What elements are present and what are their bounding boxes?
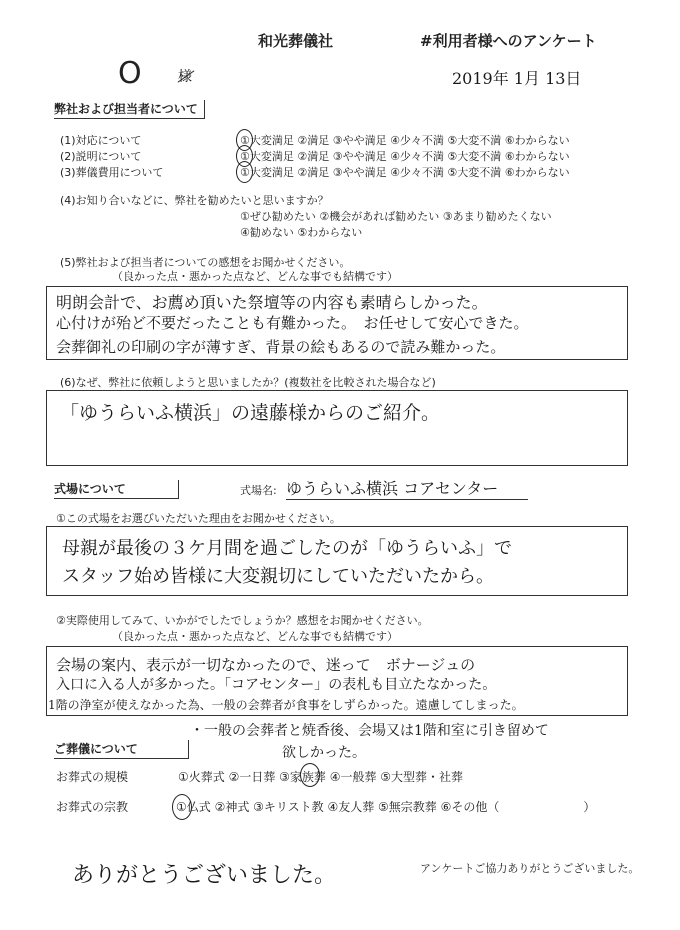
section1-title: 弊社および担当者について bbox=[54, 100, 205, 119]
q5-answer-line3: 会葬御礼の印刷の字が薄すぎ、背景の絵もあるので読み難かった。 bbox=[56, 338, 506, 356]
venue-name[interactable]: ゆうらいふ横浜 コアセンター bbox=[286, 476, 528, 500]
company-name: 和光葬儀社 bbox=[258, 32, 334, 50]
q6-label: (6)なぜ、弊社に依頼しようと思いましたか？(複数社を比較された場合など) bbox=[60, 376, 436, 389]
section3-title: ご葬儀について bbox=[54, 740, 189, 759]
s2-q2-answer-line4: ・一般の会葬者と焼香後、会場又は1階和室に引き留めて bbox=[190, 723, 549, 739]
form-title-text: 利用者様へのアンケート bbox=[432, 32, 597, 50]
q5-answer-line1: 明朗会計で、お薦め頂いた祭壇等の内容も素晴らしかった。 bbox=[56, 293, 488, 312]
q1-label: (1)対応について bbox=[60, 134, 142, 147]
s2-q2-answer-line3: 1階の浄室が使えなかった為、一般の会葬者が食事をしずらかった。遠慮してしまった。 bbox=[48, 698, 524, 712]
q3-options[interactable]: ①大変満足 ②満足 ③やや満足 ④少々不満 ⑤大変不満 ⑥わからない bbox=[240, 166, 570, 179]
q4-options-line1[interactable]: ①ぜひ勧めたい ②機会があれば勧めたい ③あまり勧めたくない bbox=[240, 210, 552, 223]
q2-label: (2)説明について bbox=[60, 150, 142, 163]
s2-q1-label: ①この式場をお選びいただいた理由をお聞かせください。 bbox=[56, 512, 341, 525]
religion-label: お葬式の宗教 bbox=[56, 800, 129, 814]
form-title-struck-prefix: # bbox=[420, 32, 433, 50]
q4-options-line2[interactable]: ④勧めない ⑤わからない bbox=[240, 226, 363, 239]
venue-label: 式場名: bbox=[240, 484, 277, 497]
q3-selected-circle bbox=[236, 161, 253, 183]
s2-q2-answer-line1: 会場の案内、表示が一切なかったので、迷って ボナージュの bbox=[56, 656, 476, 674]
honorific: 様 bbox=[178, 69, 192, 85]
date: 2019年 1月 13日 bbox=[452, 69, 582, 88]
q2-options[interactable]: ①大変満足 ②満足 ③やや満足 ④少々不満 ⑤大変不満 ⑥わからない bbox=[240, 150, 570, 163]
section2-title: 式場について bbox=[54, 480, 179, 499]
form-title bbox=[420, 30, 597, 51]
scale-options[interactable]: ①火葬式 ②一日葬 ③家族葬 ④一般葬 ⑤大型葬・社葬 bbox=[178, 770, 464, 784]
s2-q1-answer-line2: スタッフ始め皆様に大変親切にしていただいたから。 bbox=[62, 566, 494, 587]
s2-q2-answer-line5: 欲しかった。 bbox=[282, 745, 366, 761]
handwritten-thanks: ありがとうございました。 bbox=[72, 863, 337, 888]
q1-options[interactable]: ①大変満足 ②満足 ③やや満足 ④少々不満 ⑤大変不満 ⑥わからない bbox=[240, 134, 570, 147]
s2-q1-answer-line1: 母親が最後の３ケ月間を過ごしたのが「ゆうらいふ」で bbox=[62, 538, 512, 559]
q4-label: (4)お知り合いなどに、弊社を勧めたいと思いますか？ bbox=[60, 194, 329, 207]
q3-label: (3)葬儀費用について bbox=[60, 166, 164, 179]
customer-name: O bbox=[118, 56, 142, 91]
q5-sub: （良かった点・悪かった点など、どんな事でも結構です） bbox=[112, 270, 398, 283]
s2-q2-label: ②実際使用してみて、いかがでしたでしょうか？感想をお聞かせください。 bbox=[56, 614, 429, 627]
q5-answer-line2: 心付けが殆ど不要だったことも有難かった。 お任せして安心できた。 bbox=[56, 314, 529, 332]
scale-selected-circle bbox=[300, 763, 320, 787]
q6-answer: 「ゆうらいふ横浜」の遠藤様からのご紹介。 bbox=[60, 402, 441, 424]
religion-options[interactable]: ①仏式 ②神式 ③キリスト教 ④友人葬 ⑤無宗教葬 ⑥その他（ ） bbox=[176, 800, 596, 814]
q5-label: (5)弊社および担当者についての感想をお聞かせください。 bbox=[60, 256, 351, 269]
s2-q2-sub: （良かった点・悪かった点など、どんな事でも結構です） bbox=[112, 630, 398, 643]
s2-q2-answer-line2: 入口に入る人が多かった。「コアセンター」の表札も目立たなかった。 bbox=[56, 677, 497, 693]
religion-selected-circle bbox=[172, 794, 192, 820]
printed-thanks: アンケートご協力ありがとうございました。 bbox=[420, 862, 640, 875]
scale-label: お葬式の規模 bbox=[56, 770, 129, 784]
